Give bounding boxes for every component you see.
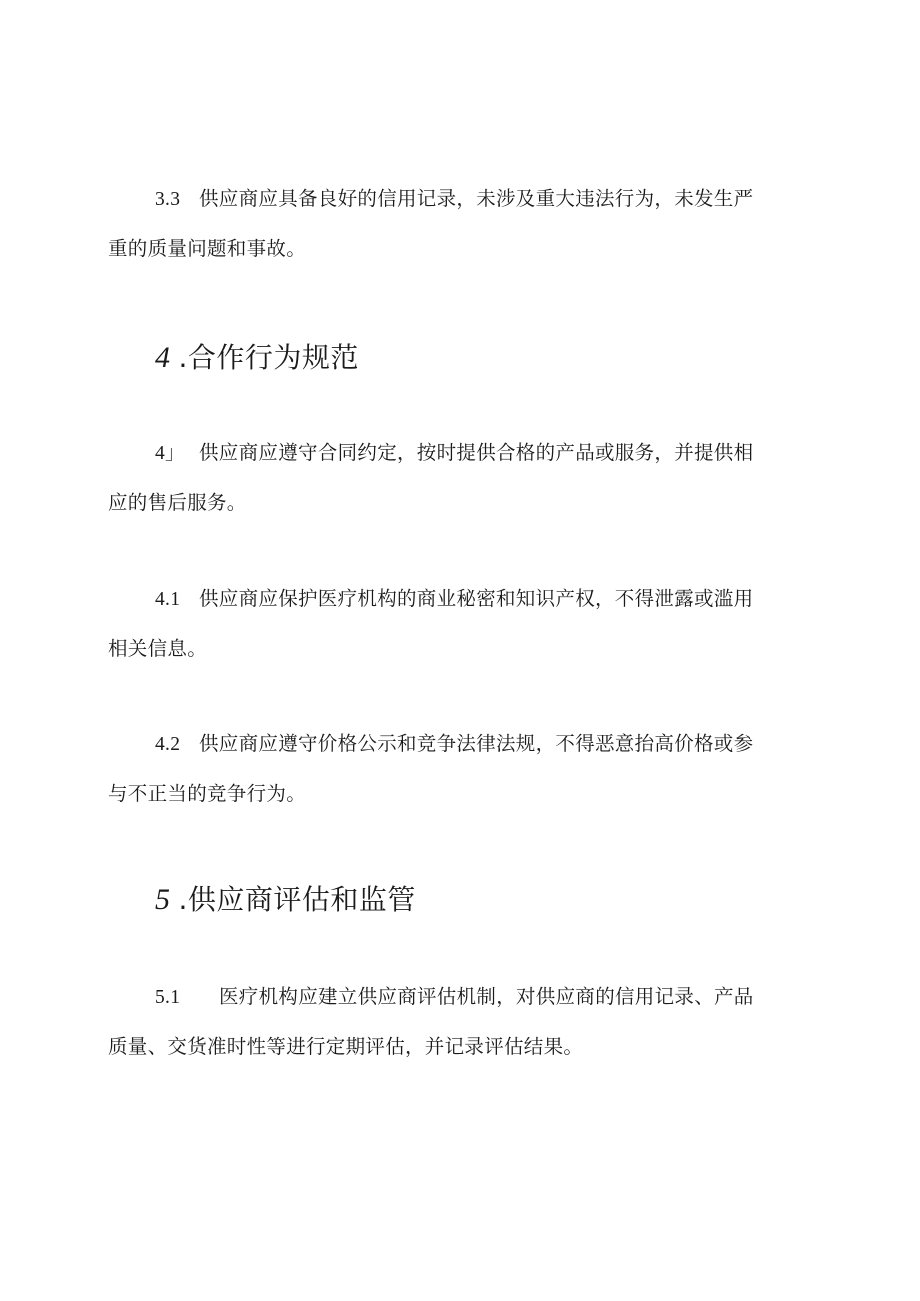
- paragraph-text: 供应商应遵守价格公示和竞争法律法规，不得恶意抬高价格或参: [199, 732, 754, 755]
- section-heading-5: [155, 880, 416, 920]
- paragraph-continuation: 与不正当的竞争行为。: [108, 782, 307, 805]
- paragraph-first-line: [108, 574, 808, 624]
- clause-number: 4.1: [155, 589, 181, 610]
- paragraph-4-0: [108, 428, 808, 527]
- heading-number: 4: [155, 341, 171, 374]
- heading-number: 5: [155, 883, 171, 916]
- paragraph-continuation: 相关信息。: [108, 637, 208, 660]
- paragraph-4-1: [108, 574, 808, 673]
- paragraph-5-1: [108, 972, 808, 1071]
- heading-title: .供应商评估和监管: [178, 883, 416, 916]
- clause-number: 4.2: [155, 734, 181, 755]
- paragraph-first-line: [108, 428, 808, 478]
- paragraph-text: 医疗机构应建立供应商评估机制，对供应商的信用记录、产品: [219, 985, 754, 1008]
- paragraph-continuation: 质量、交货准时性等进行定期评估，并记录评估结果。: [108, 1035, 584, 1058]
- paragraph-3-3: [108, 174, 808, 273]
- paragraph-first-line: [108, 972, 808, 1022]
- clause-number: 3.3: [155, 189, 181, 210]
- paragraph-continuation: 应的售后服务。: [108, 491, 247, 514]
- paragraph-text: 供应商应遵守合同约定，按时提供合格的产品或服务，并提供相: [199, 441, 754, 464]
- paragraph-continuation: 重的质量问题和事故。: [108, 237, 307, 260]
- paragraph-first-line: [108, 719, 808, 769]
- heading-title: .合作行为规范: [178, 341, 359, 374]
- section-heading-4: [155, 338, 359, 378]
- paragraph-first-line: [108, 174, 808, 224]
- clause-number: 5.1: [155, 987, 181, 1008]
- paragraph-4-2: [108, 719, 808, 818]
- paragraph-text: 供应商应保护医疗机构的商业秘密和知识产权，不得泄露或滥用: [199, 587, 754, 610]
- paragraph-text: 供应商应具备良好的信用记录，未涉及重大违法行为，未发生严: [199, 187, 754, 210]
- clause-number: 4」: [155, 443, 185, 464]
